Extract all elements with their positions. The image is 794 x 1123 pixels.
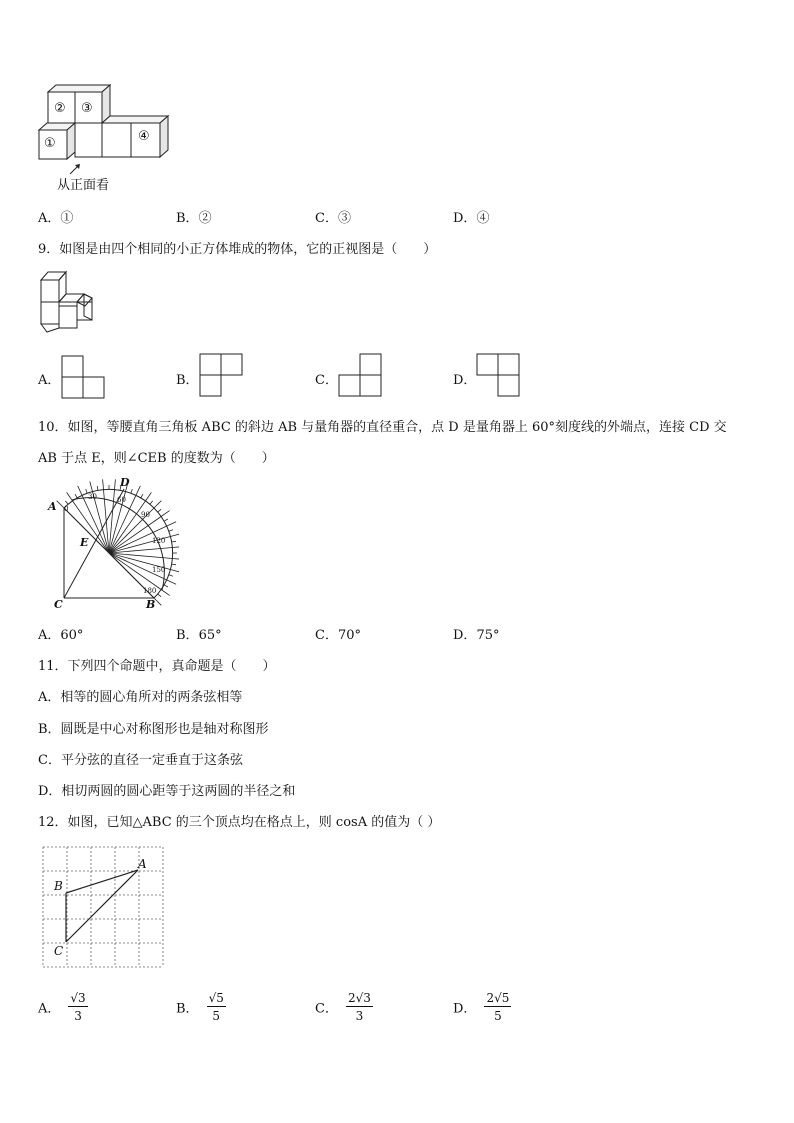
protractor-tick: [170, 570, 179, 573]
q8-option-c[interactable]: C．③: [315, 211, 351, 226]
protractor-tick: [150, 501, 153, 504]
protractor-tick: [146, 492, 152, 501]
q10-option-c[interactable]: C．70°: [315, 628, 361, 643]
q10-label-d: D: [120, 476, 130, 489]
q11-stem: 11．下列四个命题中，真命题是（ ）: [38, 659, 276, 674]
q12-option-b[interactable]: B． $\frac{√5}{5}$: [176, 991, 224, 1023]
q10-stem-line-2: AB 于点 E，则∠CEB 的度数为（ ）: [38, 451, 275, 466]
q9-option-c-label[interactable]: C．: [315, 373, 338, 388]
q8-option-d[interactable]: D．④: [453, 211, 490, 226]
q8-option-a[interactable]: A．①: [38, 211, 74, 226]
q9-cube-stack-figure: [38, 268, 100, 336]
q9-option-b-label[interactable]: B．: [176, 373, 199, 388]
protractor-tick: [158, 509, 161, 512]
protractor-tick: [161, 511, 170, 517]
protractor-tick: [86, 489, 88, 493]
q12-stem: 12．如图，已知△ABC 的三个顶点均在格点上，则 cosA 的值为（ ）: [38, 815, 441, 830]
protractor-tick: [164, 519, 168, 521]
q9-option-b-figure[interactable]: [199, 353, 245, 397]
q9-option-a-label[interactable]: A．: [38, 373, 61, 388]
q10-option-d[interactable]: D．75°: [453, 628, 500, 643]
protractor-tick: [115, 479, 116, 489]
protractor-tick: [169, 575, 173, 577]
cube-label-4: ④: [138, 129, 150, 144]
q10-scale-120: 120: [152, 537, 166, 545]
protractor-tick: [90, 482, 93, 492]
q8-cube-figure: [36, 82, 176, 162]
protractor-tick: [172, 564, 176, 565]
protractor-tick: [136, 486, 140, 496]
q11-option-d[interactable]: D．相切两圆的圆心距等于这两圆的半径之和: [38, 784, 296, 799]
q10-protractor-figure: [44, 476, 179, 614]
q12-option-c[interactable]: C． $\frac{2√3}{3}$: [315, 991, 371, 1023]
q9-option-d-figure[interactable]: [476, 353, 522, 397]
protractor-tick: [158, 594, 161, 597]
protractor-tick: [67, 492, 73, 501]
q10-option-a[interactable]: A．60°: [38, 628, 84, 643]
q10-label-e: E: [80, 536, 89, 549]
q12-label-a: A: [138, 857, 147, 871]
protractor-tick: [154, 501, 161, 508]
protractor-tick: [75, 494, 77, 498]
protractor-ray: [109, 501, 146, 553]
protractor-tick: [57, 501, 64, 508]
cube-label-3: ③: [81, 101, 93, 116]
q11-option-b[interactable]: B．圆既是中心对称图形也是轴对称图形: [38, 722, 269, 737]
q10-label-a: A: [48, 500, 57, 513]
q10-scale-180: 180: [143, 587, 157, 595]
q12-option-d[interactable]: D． $\frac{2√5}{5}$: [453, 991, 510, 1023]
protractor-tick: [78, 486, 82, 496]
q10-option-b[interactable]: B．65°: [176, 628, 222, 643]
q10-scale-90: 90: [141, 511, 150, 519]
q9-option-a-figure[interactable]: [61, 355, 107, 399]
q11-option-a[interactable]: A．相等的圆心角所对的两条弦相等: [38, 690, 243, 705]
q8-option-b[interactable]: B．②: [176, 211, 212, 226]
protractor-tick: [172, 559, 179, 560]
q12-label-c: C: [54, 944, 64, 958]
protractor-tick: [172, 547, 179, 548]
protractor-tick: [169, 530, 173, 532]
protractor-tick: [164, 585, 168, 587]
protractor-tick: [167, 580, 177, 584]
q10-label-b: B: [146, 598, 156, 611]
q12-option-a[interactable]: A． $\frac{√3}{3}$: [38, 991, 86, 1023]
protractor-tick: [170, 534, 179, 537]
q9-option-d-label[interactable]: D．: [453, 373, 477, 388]
q9-option-c-figure[interactable]: [338, 353, 384, 397]
protractor-tick: [141, 494, 143, 498]
protractor-tick: [97, 486, 98, 490]
protractor-tick: [131, 489, 133, 493]
protractor-tick: [65, 501, 68, 504]
protractor-tick: [167, 522, 177, 526]
view-caption: 从正面看: [57, 178, 110, 193]
q10-scale-150: 150: [152, 566, 166, 574]
cube-label-2: ②: [54, 101, 66, 116]
q10-scale-0: 0: [64, 505, 69, 513]
q10-scale-60: 60: [117, 496, 126, 504]
q12-label-b: B: [54, 879, 63, 893]
cube-label-1: ①: [44, 136, 56, 151]
protractor-ray: [109, 517, 161, 554]
q10-scale-30: 30: [88, 493, 97, 501]
protractor-tick: [103, 479, 104, 489]
q10-label-c: C: [54, 598, 63, 611]
q11-option-c[interactable]: C．平分弦的直径一定垂直于这条弦: [38, 753, 243, 768]
q10-stem-line-1: 10．如图，等腰直角三角板 ABC 的斜边 AB 与量角器的直径重合，点 D 是量角器上 60°刻度线的外端点，连接 CD 交: [38, 420, 727, 435]
q9-stem: 9．如图是由四个相同的小正方体堆成的物体，它的正视图是（ ）: [38, 242, 437, 257]
protractor-tick: [161, 590, 170, 596]
protractor-tick: [172, 541, 176, 542]
